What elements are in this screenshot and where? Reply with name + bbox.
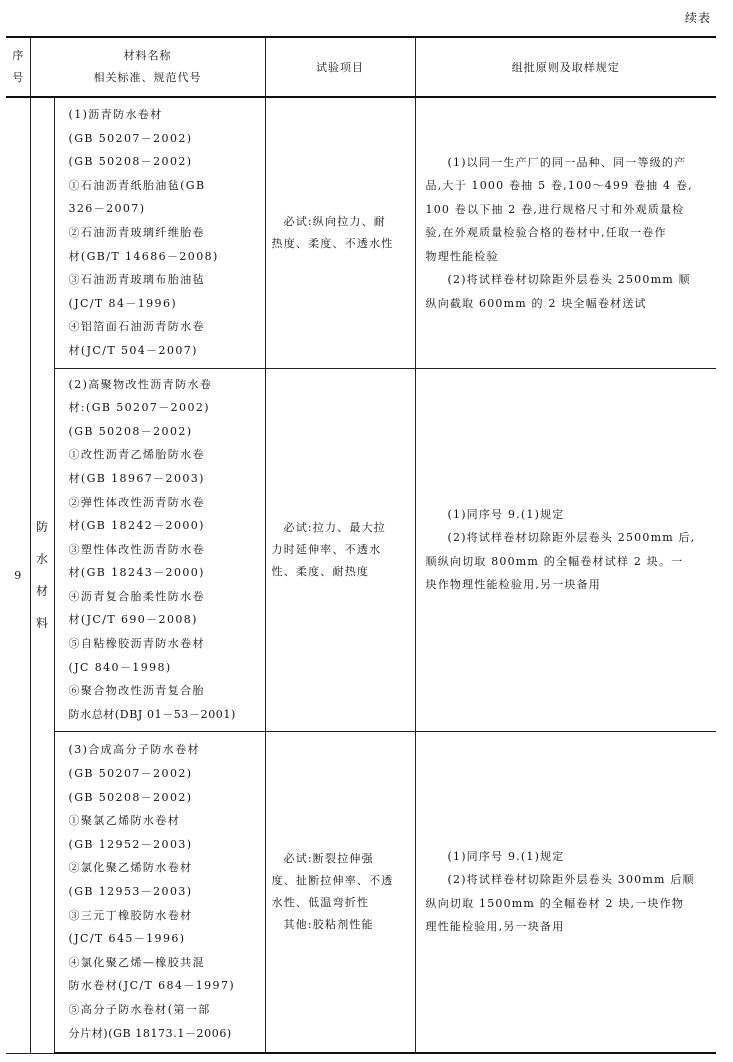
material-cell: (3)合成高分子防水卷材 (GB 50207－2002) (GB 50208－2002) ①聚氯乙烯防水卷材 (GB 12952－2003) ②氯化聚乙烯防水卷材 (GB 12953－2003) ③三元丁橡胶防水卷材 (JC/T 645－1996) ④氯化聚乙烯—橡胶共混 防水卷材(JC/T 684－1997) ⑤高分子防水卷材(第一部 分片材)(GB 18173.1－2006) bbox=[54, 731, 265, 1053]
table-row bbox=[6, 97, 716, 368]
sampling-rule-cell: (1)以同一生产厂的同一品种、同一等级的产 品,大于 1000 卷抽 5 卷,100～499 卷抽 4 卷, 100 卷以下抽 2 卷,进行规格尺寸和外观质量检 验,在外观质量检验合格的卷材中,任取一卷作 物理性能检验 (2)将试样卷材切除距外层卷头 2500mm 顺 纵向截取 600mm 的 2 块全幅卷材送试 bbox=[415, 97, 716, 368]
header-test-items: 试验项目 bbox=[265, 37, 415, 97]
sampling-rule-cell: (1)同序号 9.(1)规定 (2)将试样卷材切除距外层卷头 2500mm 后, 顺纵向切取 800mm 的全幅卷材试样 2 块。一 块作物理性能检验用,另一块备用 bbox=[415, 368, 716, 731]
seq-number: 9 bbox=[6, 97, 30, 1053]
spec-table bbox=[6, 36, 716, 1054]
table-row bbox=[6, 731, 716, 1053]
test-items-cell: 必试:纵向拉力、耐 热度、柔度、不透水性 bbox=[265, 97, 415, 368]
material-cell: (2)高聚物改性沥青防水卷 材:(GB 50207－2002) (GB 50208－2002) ①改性沥青乙烯胎防水卷 材(GB 18967－2003) ②弹性体改性沥青防水卷 材(GB 18242－2000) ③塑性体改性沥青防水卷 材(GB 18243－2000) ④沥青复合胎柔性防水卷 材(JC/T 690－2008) ⑤自粘橡胶沥青防水卷材 (JC 840－1998) ⑥聚合物改性沥青复合胎 防水总材(DBJ 01－53－2001) bbox=[54, 368, 265, 731]
header-sampling: 组批原则及取样规定 bbox=[415, 37, 716, 97]
sampling-rule-cell: (1)同序号 9.(1)规定 (2)将试样卷材切除距外层卷头 300mm 后顺 纵向切取 1500mm 的全幅卷材 2 块,一块作物 理性能检验用,另一块备用 bbox=[415, 731, 716, 1053]
test-items-cell: 必试:断裂拉伸强 度、扯断拉伸率、不透 水性、低温弯折性 其他:胶粘剂性能 bbox=[265, 731, 415, 1053]
material-cell: (1)沥青防水卷材 (GB 50207－2002) (GB 50208－2002) ①石油沥青纸胎油毡(GB 326－2007) ②石油沥青玻璃纤维胎卷 材(GB/T 14686－2008) ③石油沥青玻璃布胎油毡 (JC/T 84－1996) ④铝箔面石油沥青防水卷 材(JC/T 504－2007) bbox=[54, 97, 265, 368]
test-items-cell: 必试:拉力、最大拉 力时延伸率、不透水 性、柔度、耐热度 bbox=[265, 368, 415, 731]
header-row bbox=[6, 37, 716, 97]
table-row bbox=[6, 368, 716, 731]
header-material: 材料名称 相关标准、规范代号 bbox=[30, 37, 265, 97]
header-seq: 序 号 bbox=[6, 37, 30, 97]
continued-label: 续表 bbox=[684, 11, 711, 25]
category-label: 防 水 材 料 bbox=[30, 97, 54, 1053]
